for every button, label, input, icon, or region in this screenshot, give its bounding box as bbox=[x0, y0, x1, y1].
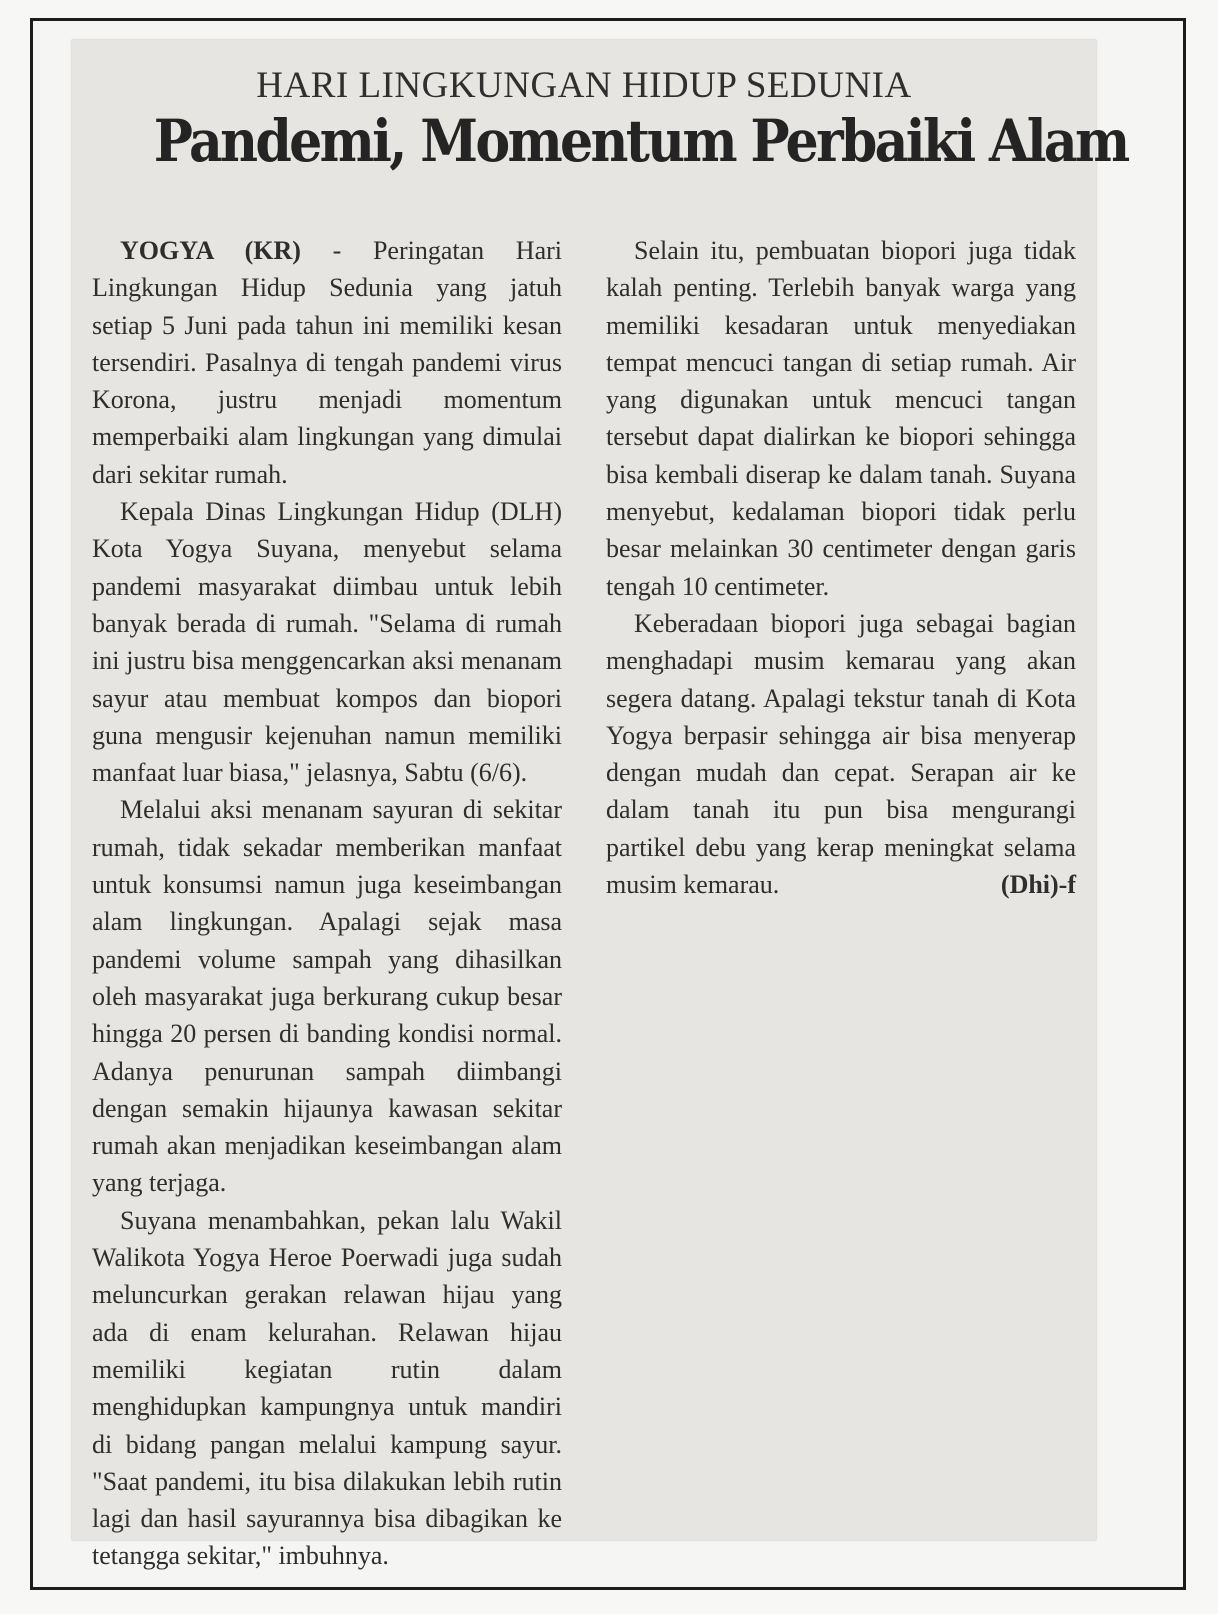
newspaper-clipping bbox=[72, 40, 1128, 1571]
article-headline: Pandemi, Momentum Perbaiki Alam bbox=[153, 107, 1128, 175]
paragraph-5: Selain itu, pembuatan biopori juga tidak kalah penting. Terlebih banyak warga yang memiliki kesadaran untuk menyediakan tempat mencuci tangan di setiap rumah. Air yang digunakan untuk mencuci tangan tersebut dapat dialirkan ke biopori sehingga bisa kembali diserap ke dalam tanah. Suyana menyebut, kedalaman biopori tidak perlu besar melainkan 30 centimeter dengan garis tengah 10 centimeter. bbox=[606, 236, 1076, 601]
column-left bbox=[92, 232, 562, 1575]
dateline: YOGYA (KR) bbox=[120, 236, 301, 265]
paragraph-4-text: Suyana menambahkan, pekan lalu Wakil Walikota Yogya Heroe Poerwadi juga sudah meluncurkan gerakan relawan hijau yang ada di enam kelurahan. Relawan hijau memiliki kegiatan rutin dalam menghidupkan kampungnya untuk mandiri di bidang pangan melalui kampung sayur. "Saat pandemi, itu bisa dilakukan lebih rutin lagi dan hasil sayurannya bisa dibagikan ke tetangga sekitar," imbuhnya. bbox=[92, 1205, 562, 1571]
paragraph-3: Melalui aksi menanam sayuran di sekitar rumah, tidak sekadar memberikan manfaat untuk konsumsi namun juga keseimbangan alam lingkungan. Apalagi sejak masa pandemi volume sampah yang dihasilkan oleh masyarakat juga berkurang cukup besar hingga 20 persen di banding kondisi normal. Adanya penurunan sampah diimbangi dengan semakin hijaunya kawasan sekitar rumah akan menjadikan keseimbangan alam yang terjaga. bbox=[92, 795, 562, 1198]
article-body bbox=[92, 232, 1076, 1575]
paragraph-1-text: - Peringatan Hari Lingkungan Hidup Sedunia yang jatuh setiap 5 Juni pada tahun ini memiliki kesan tersendiri. Pasalnya di tengah pandemi virus Korona, justru menjadi momentum memperbaiki alam lingkungan yang dimulai dari sekitar rumah. bbox=[92, 236, 562, 489]
paragraph-2: Kepala Dinas Lingkungan Hidup (DLH) Kota Yogya Suyana, menyebut selama pandemi masyarakat diimbau untuk lebih banyak berada di rumah. "Selama di rumah ini justru bisa menggencarkan aksi menanam sayur atau membuat kompos dan biopori guna mengusir kejenuhan namun memiliki manfaat luar biasa," jelasnya, Sabtu (6/6). bbox=[92, 497, 562, 788]
paragraph-1 bbox=[92, 232, 562, 493]
paragraph-4-start bbox=[92, 1202, 562, 1575]
column-right bbox=[606, 232, 1076, 1575]
paragraph-6-text: Keberadaan biopori juga sebagai bagian menghadapi musim kemarau yang akan segera datang. Apalagi tekstur tanah di Kota Yogya berpasir sehingga air bisa menyerap dengan mudah dan cepat. Serapan air ke dalam tanah itu pun bisa mengurangi partikel debu yang kerap meningkat selama musim kemarau. bbox=[606, 608, 1076, 900]
byline: (Dhi)-f bbox=[1000, 870, 1076, 900]
article-kicker: HARI LINGKUNGAN HIDUP SEDUNIA bbox=[256, 65, 912, 106]
paragraph-6 bbox=[606, 605, 1076, 903]
